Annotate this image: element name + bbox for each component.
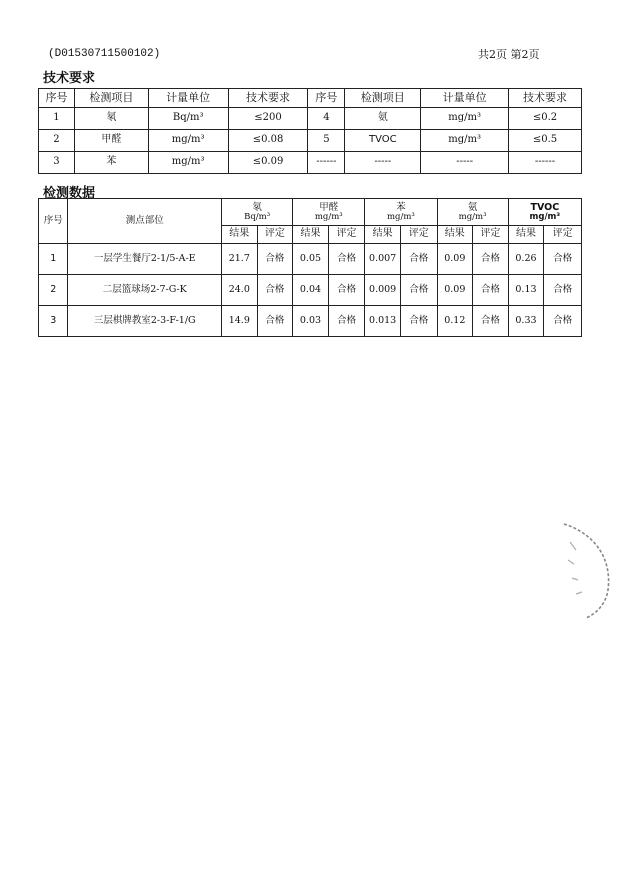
table-cell: ------ <box>509 152 582 174</box>
table-cell: 0.26 <box>508 244 544 275</box>
table-cell: ≤200 <box>228 108 308 130</box>
table-cell: ----- <box>421 152 509 174</box>
group-unit: mg/m³ <box>387 211 415 222</box>
table-cell: ≤0.08 <box>228 130 308 152</box>
column-header: 计量单位 <box>421 89 509 108</box>
column-header: 序号 <box>308 89 345 108</box>
column-header: 计量单位 <box>148 89 228 108</box>
table-cell: 1 <box>39 244 68 275</box>
table-cell: 合格 <box>328 275 365 306</box>
table-header-row <box>39 89 582 108</box>
table-cell: 0.03 <box>293 306 329 337</box>
column-group-header <box>222 199 293 226</box>
table-cell: 5 <box>308 130 345 152</box>
table-cell: 合格 <box>473 275 509 306</box>
table-cell: mg/m³ <box>148 152 228 174</box>
column-header: 检测项目 <box>74 89 148 108</box>
page-info: 共2页 第2页 <box>478 48 540 61</box>
column-group-header <box>293 199 365 226</box>
sub-header: 结果 <box>437 226 473 244</box>
table-cell: 0.05 <box>293 244 329 275</box>
column-header: 检测项目 <box>345 89 421 108</box>
sub-header: 评定 <box>473 226 509 244</box>
seal-stamp-fragment <box>556 520 616 620</box>
column-header: 技术要求 <box>509 89 582 108</box>
table-cell: 0.13 <box>508 275 544 306</box>
table-row <box>39 152 582 174</box>
table-row <box>39 244 582 275</box>
sub-header: 结果 <box>508 226 544 244</box>
sub-header: 结果 <box>293 226 329 244</box>
group-name: 氡 <box>252 201 262 213</box>
table-cell: mg/m³ <box>421 130 509 152</box>
table-row <box>39 130 582 152</box>
table-cell: 合格 <box>328 306 365 337</box>
table-cell: 0.09 <box>437 244 473 275</box>
group-unit: mg/m³ <box>529 211 561 222</box>
table-row <box>39 108 582 130</box>
group-name: 苯 <box>396 201 406 213</box>
sub-header: 评定 <box>400 226 437 244</box>
column-header: 测点部位 <box>68 199 222 244</box>
table-cell: 合格 <box>257 244 293 275</box>
table-cell: 苯 <box>74 152 148 174</box>
table-cell: 氨 <box>345 108 421 130</box>
table-cell: 0.013 <box>365 306 401 337</box>
table-cell: 3 <box>39 152 75 174</box>
group-name: 甲醛 <box>319 201 339 213</box>
sub-header: 结果 <box>365 226 401 244</box>
sub-header: 评定 <box>544 226 582 244</box>
table-cell: 合格 <box>400 275 437 306</box>
table-cell: 合格 <box>328 244 365 275</box>
column-group-header <box>508 199 581 226</box>
table-cell: 一层学生餐厅2-1/5-A-E <box>68 244 222 275</box>
table-cell: 合格 <box>400 306 437 337</box>
column-header: 序号 <box>39 89 75 108</box>
table-cell: 1 <box>39 108 75 130</box>
table-cell: 合格 <box>257 306 293 337</box>
table-cell: 0.09 <box>437 275 473 306</box>
table-row <box>39 275 582 306</box>
table-cell: 0.04 <box>293 275 329 306</box>
table-cell: ------ <box>308 152 345 174</box>
table-cell: 0.009 <box>365 275 401 306</box>
tech-requirements-table <box>38 88 582 174</box>
table-cell: 三层棋牌教室2-3-F-1/G <box>68 306 222 337</box>
group-name: 氨 <box>467 201 478 213</box>
table-cell: 21.7 <box>222 244 258 275</box>
table-cell: 合格 <box>544 244 582 275</box>
column-group-header <box>365 199 437 226</box>
table-cell: 0.12 <box>437 306 473 337</box>
group-unit: mg/m³ <box>314 211 343 222</box>
table-cell: ≤0.2 <box>509 108 582 130</box>
table-cell: Bq/m³ <box>148 108 228 130</box>
test-data-table <box>38 198 582 337</box>
table-cell: 24.0 <box>222 275 258 306</box>
column-header: 序号 <box>39 199 68 244</box>
table-cell: 2 <box>39 275 68 306</box>
table-cell: 0.33 <box>508 306 544 337</box>
table-cell: mg/m³ <box>148 130 228 152</box>
table-cell: ----- <box>345 152 421 174</box>
table-cell: 合格 <box>257 275 293 306</box>
sub-header: 结果 <box>222 226 258 244</box>
table-cell: 14.9 <box>222 306 258 337</box>
group-unit: Bq/m³ <box>244 211 271 222</box>
table-cell: 甲醛 <box>74 130 148 152</box>
tech-requirements-title: 技术要求 <box>43 71 96 86</box>
table-cell: 3 <box>39 306 68 337</box>
group-unit: mg/m³ <box>458 211 487 222</box>
table-cell: 合格 <box>473 244 509 275</box>
document-id: (D01530711500102) <box>48 48 161 60</box>
table-row <box>39 306 582 337</box>
table-cell: 合格 <box>544 306 582 337</box>
column-header: 技术要求 <box>228 89 308 108</box>
table-header-row <box>39 199 582 226</box>
sub-header: 评定 <box>257 226 293 244</box>
group-name: TVOC <box>530 201 560 213</box>
table-cell: mg/m³ <box>421 108 509 130</box>
table-cell: 合格 <box>544 275 582 306</box>
table-cell: 合格 <box>473 306 509 337</box>
table-cell: 4 <box>308 108 345 130</box>
table-cell: 氡 <box>74 108 148 130</box>
table-cell: 2 <box>39 130 75 152</box>
table-cell: ≤0.5 <box>509 130 582 152</box>
table-cell: 0.007 <box>365 244 401 275</box>
test-data-title: 检测数据 <box>43 186 96 201</box>
table-cell: 二层篮球场2-7-G-K <box>68 275 222 306</box>
column-group-header <box>437 199 508 226</box>
table-cell: ≤0.09 <box>228 152 308 174</box>
sub-header: 评定 <box>328 226 365 244</box>
table-cell: TVOC <box>345 130 421 152</box>
table-cell: 合格 <box>400 244 437 275</box>
